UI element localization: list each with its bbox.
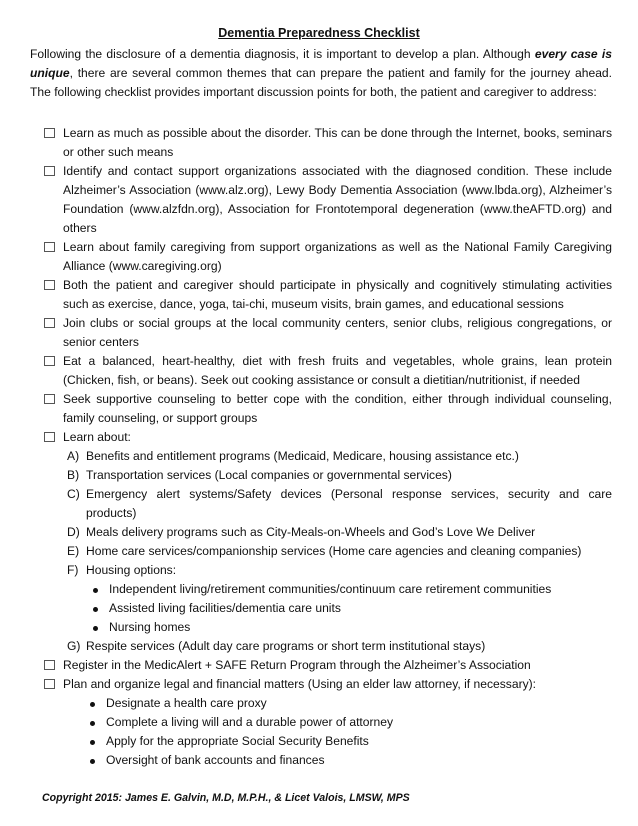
bullet-icon xyxy=(93,588,98,593)
item-letter: G) xyxy=(67,639,81,653)
checklist-item xyxy=(30,124,612,162)
learn-about-text: Transportation services (Local companies or governmental services) xyxy=(86,468,452,482)
checkbox[interactable] xyxy=(44,128,55,138)
item-letter: C) xyxy=(67,487,80,501)
checklist-item-text: Register in the MedicAlert + SAFE Return Program through the Alzheimer’s Association xyxy=(63,658,531,672)
learn-about-item xyxy=(30,466,612,485)
learn-about-text: Emergency alert systems/Safety devices (Personal response services, security and care products) xyxy=(86,487,612,520)
housing-option-text: Nursing homes xyxy=(109,620,191,634)
housing-option-text: Independent living/retirement communities/continuum care retirement communities xyxy=(109,582,552,596)
checklist-item xyxy=(30,428,612,447)
checkbox[interactable] xyxy=(44,394,55,404)
housing-option-text: Assisted living facilities/dementia care units xyxy=(109,601,341,615)
checklist-item xyxy=(30,314,612,352)
learn-about-text: Meals delivery programs such as City-Meals-on-Wheels and God’s Love We Deliver xyxy=(86,525,536,539)
checkbox[interactable] xyxy=(44,166,55,176)
copyright-notice: Copyright 2015: James E. Galvin, M.D, M.P.H., & Licet Valois, LMSW, MPS xyxy=(42,792,410,804)
item-letter: D) xyxy=(67,525,80,539)
checklist-item xyxy=(30,656,612,675)
learn-about-item xyxy=(30,561,612,580)
legal-bullet xyxy=(30,732,612,751)
learn-about-item xyxy=(30,637,612,656)
intro-text-2: , there are several common themes that can prepare the patient and family for the journey ahead. The following checklist provides important discussion points for both, the patient and caregiver to address: xyxy=(30,66,612,99)
legal-bullet-text: Designate a health care proxy xyxy=(106,696,267,710)
item-letter: B) xyxy=(67,468,80,482)
checklist-item-text: Plan and organize legal and financial matters (Using an elder law attorney, if necessary): xyxy=(63,677,537,691)
checklist-item xyxy=(30,276,612,314)
bullet-icon xyxy=(90,721,95,726)
learn-about-text: Respite services (Adult day care programs or short term institutional stays) xyxy=(86,639,486,653)
checklist xyxy=(30,124,612,770)
housing-option xyxy=(30,580,612,599)
checklist-item xyxy=(30,162,612,238)
checkbox[interactable] xyxy=(44,280,55,290)
item-letter: F) xyxy=(67,563,79,577)
checklist-item-text: Eat a balanced, heart-healthy, diet with fresh fruits and vegetables, whole grains, lean protein (Chicken, fish, or beans). Seek out cooking assistance or consult a dietitian/nutritionist, if needed xyxy=(63,354,612,387)
checkbox[interactable] xyxy=(44,679,55,689)
checkbox[interactable] xyxy=(44,432,55,442)
learn-about-item xyxy=(30,523,612,542)
checklist-item-text: Learn about family caregiving from support organizations as well as the National Family Caregiving Alliance (www.caregiving.org) xyxy=(63,240,612,273)
item-letter: E) xyxy=(67,544,80,558)
checkbox[interactable] xyxy=(44,318,55,328)
intro-text-1: Following the disclosure of a dementia diagnosis, it is important to develop a plan. Although xyxy=(30,47,535,61)
checklist-item-text: Seek supportive counseling to better cope with the condition, either through individual counseling, family counseling, or support groups xyxy=(63,392,612,425)
checklist-item-text: Learn about: xyxy=(63,430,131,444)
legal-bullet xyxy=(30,713,612,732)
checklist-item xyxy=(30,352,612,390)
checklist-item xyxy=(30,390,612,428)
learn-about-text: Benefits and entitlement programs (Medicaid, Medicare, housing assistance etc.) xyxy=(86,449,519,463)
intro-emphasis: every case is unique xyxy=(30,47,612,80)
learn-about-text: Home care services/companionship services (Home care agencies and cleaning companies) xyxy=(86,544,582,558)
legal-bullet-text: Apply for the appropriate Social Security Benefits xyxy=(106,734,369,748)
bullet-icon xyxy=(93,607,98,612)
bullet-icon xyxy=(93,626,98,631)
bullet-icon xyxy=(90,702,95,707)
legal-bullet-text: Oversight of bank accounts and finances xyxy=(106,753,325,767)
bullet-icon xyxy=(90,759,95,764)
learn-about-item xyxy=(30,485,612,523)
page-title: Dementia Preparedness Checklist xyxy=(218,26,420,40)
housing-option xyxy=(30,599,612,618)
checklist-item-text: Identify and contact support organizations associated with the diagnosed condition. These include Alzheimer’s Association (www.alz.org), Lewy Body Dementia Association (www.lbda.org), Alzheimer’s Foundation (www.alzfdn.org), Association for Frontotemporal degeneration (www.theAFTD.org) and others xyxy=(63,164,612,235)
legal-bullet xyxy=(30,751,612,770)
checklist-item-text: Join clubs or social groups at the local community centers, senior clubs, religious congregations, or senior centers xyxy=(63,316,612,349)
checkbox[interactable] xyxy=(44,356,55,366)
checklist-item-text: Learn as much as possible about the disorder. This can be done through the Internet, books, seminars or other such means xyxy=(63,126,612,159)
learn-about-item xyxy=(30,447,612,466)
intro-paragraph xyxy=(30,45,612,102)
legal-bullet xyxy=(30,694,612,713)
item-letter: A) xyxy=(67,449,80,463)
checkbox[interactable] xyxy=(44,242,55,252)
bullet-icon xyxy=(90,740,95,745)
learn-about-text: Housing options: xyxy=(86,563,177,577)
learn-about-item xyxy=(30,542,612,561)
legal-bullet-text: Complete a living will and a durable power of attorney xyxy=(106,715,394,729)
checklist-item-text: Both the patient and caregiver should participate in physically and cognitively stimulating activities such as exercise, dance, yoga, tai-chi, museum visits, brain games, and educational sessions xyxy=(63,278,612,311)
housing-option xyxy=(30,618,612,637)
checkbox[interactable] xyxy=(44,660,55,670)
checklist-item xyxy=(30,238,612,276)
checklist-item xyxy=(30,675,612,694)
